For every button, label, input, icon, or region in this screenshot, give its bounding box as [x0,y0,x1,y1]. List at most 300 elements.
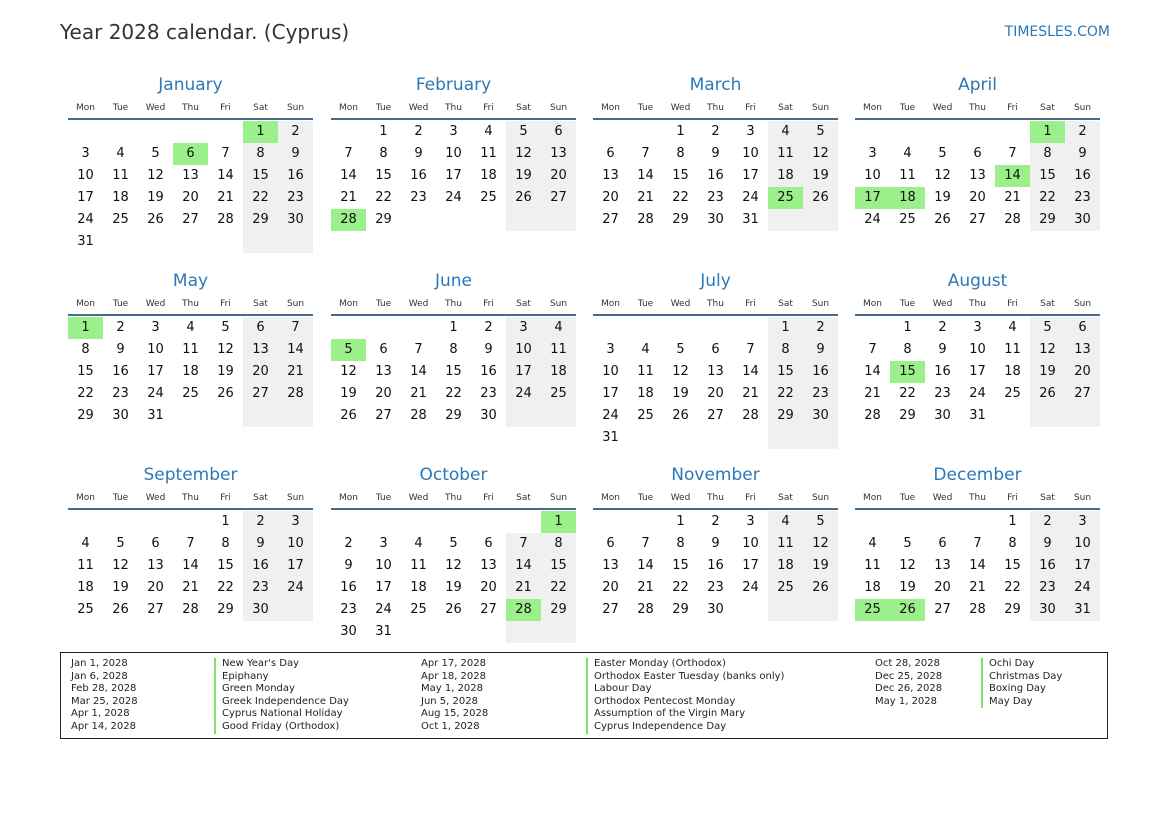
calendar-day[interactable]: 29 [375,212,392,227]
calendar-day[interactable]: 2 [1065,121,1100,143]
calendar-day[interactable]: 5 [506,121,541,143]
calendar-day[interactable]: 6 [484,536,493,551]
calendar-day[interactable]: 22 [541,577,576,599]
calendar-day[interactable]: 9 [938,342,947,357]
calendar-day[interactable]: 1 [379,124,388,139]
calendar-day[interactable]: 14 [340,168,357,183]
calendar-day[interactable]: 16 [243,555,278,577]
calendar-day[interactable]: 1 [221,514,230,529]
calendar-day[interactable]: 12 [445,558,462,573]
calendar-day[interactable]: 4 [768,121,803,143]
calendar-day[interactable]: 4 [903,146,912,161]
calendar-day[interactable]: 31 [375,624,392,639]
calendar-day[interactable]: 25 [112,212,129,227]
calendar-day[interactable]: 4 [81,536,90,551]
calendar-day[interactable]: 23 [480,386,497,401]
calendar-day[interactable]: 29 [768,405,803,427]
calendar-day[interactable]: 13 [602,168,619,183]
calendar-day[interactable]: 21 [637,580,654,595]
calendar-day[interactable]: 24 [864,212,881,227]
calendar-day[interactable]: 23 [934,386,951,401]
calendar-day[interactable]: 31 [147,408,164,423]
calendar-day[interactable]: 4 [541,317,576,339]
calendar-day[interactable]: 3 [746,514,755,529]
calendar-day[interactable]: 10 [742,536,759,551]
calendar-day[interactable]: 19 [803,165,838,187]
calendar-day[interactable]: 22 [672,190,689,205]
holiday-day[interactable]: 1 [541,511,576,533]
calendar-day[interactable]: 21 [410,386,427,401]
calendar-day[interactable]: 10 [445,146,462,161]
calendar-day[interactable]: 17 [742,558,759,573]
calendar-day[interactable]: 25 [480,190,497,205]
calendar-day[interactable]: 4 [768,511,803,533]
holiday-day[interactable]: 28 [331,209,366,231]
calendar-day[interactable]: 21 [637,190,654,205]
calendar-day[interactable]: 30 [278,209,313,231]
calendar-day[interactable]: 19 [899,580,916,595]
calendar-day[interactable]: 29 [541,599,576,621]
calendar-day[interactable]: 7 [506,533,541,555]
calendar-day[interactable]: 27 [969,212,986,227]
calendar-day[interactable]: 11 [864,558,881,573]
calendar-day[interactable]: 16 [340,580,357,595]
calendar-day[interactable]: 17 [77,190,94,205]
calendar-day[interactable]: 17 [278,555,313,577]
calendar-day[interactable]: 16 [1030,555,1065,577]
calendar-day[interactable]: 29 [77,408,94,423]
calendar-day[interactable]: 28 [1004,212,1021,227]
calendar-day[interactable]: 9 [484,342,493,357]
calendar-day[interactable]: 11 [899,168,916,183]
calendar-day[interactable]: 14 [217,168,234,183]
calendar-day[interactable]: 15 [1004,558,1021,573]
calendar-day[interactable]: 5 [1030,317,1065,339]
calendar-day[interactable]: 14 [742,364,759,379]
calendar-day[interactable]: 7 [641,536,650,551]
calendar-day[interactable]: 16 [278,165,313,187]
calendar-day[interactable]: 29 [672,212,689,227]
calendar-day[interactable]: 20 [375,386,392,401]
calendar-day[interactable]: 16 [934,364,951,379]
calendar-day[interactable]: 31 [602,430,619,445]
calendar-day[interactable]: 8 [81,342,90,357]
calendar-day[interactable]: 31 [742,212,759,227]
calendar-day[interactable]: 21 [217,190,234,205]
calendar-day[interactable]: 17 [1065,555,1100,577]
calendar-day[interactable]: 23 [340,602,357,617]
calendar-day[interactable]: 2 [711,514,720,529]
calendar-day[interactable]: 23 [278,187,313,209]
calendar-day[interactable]: 13 [480,558,497,573]
calendar-day[interactable]: 6 [541,121,576,143]
calendar-day[interactable]: 3 [606,342,615,357]
calendar-day[interactable]: 21 [506,577,541,599]
calendar-day[interactable]: 25 [77,602,94,617]
calendar-day[interactable]: 6 [938,536,947,551]
calendar-day[interactable]: 9 [1065,143,1100,165]
calendar-day[interactable]: 3 [1065,511,1100,533]
calendar-day[interactable]: 6 [151,536,160,551]
calendar-day[interactable]: 24 [375,602,392,617]
site-link[interactable]: TIMESLES.COM [1004,24,1110,40]
calendar-day[interactable]: 5 [116,536,125,551]
calendar-day[interactable]: 1 [903,320,912,335]
calendar-day[interactable]: 11 [637,364,654,379]
calendar-day[interactable]: 20 [934,580,951,595]
calendar-day[interactable]: 25 [182,386,199,401]
calendar-day[interactable]: 29 [672,602,689,617]
calendar-day[interactable]: 3 [868,146,877,161]
calendar-day[interactable]: 26 [506,187,541,209]
calendar-day[interactable]: 8 [676,536,685,551]
calendar-day[interactable]: 9 [116,342,125,357]
calendar-day[interactable]: 13 [969,168,986,183]
calendar-day[interactable]: 9 [1030,533,1065,555]
calendar-day[interactable]: 21 [340,190,357,205]
calendar-day[interactable]: 10 [77,168,94,183]
calendar-day[interactable]: 24 [1065,577,1100,599]
holiday-day[interactable]: 28 [506,599,541,621]
calendar-day[interactable]: 22 [768,383,803,405]
calendar-day[interactable]: 11 [768,533,803,555]
calendar-day[interactable]: 11 [541,339,576,361]
calendar-day[interactable]: 29 [1030,209,1065,231]
calendar-day[interactable]: 29 [899,408,916,423]
calendar-day[interactable]: 19 [112,580,129,595]
calendar-day[interactable]: 14 [637,558,654,573]
calendar-day[interactable]: 5 [151,146,160,161]
calendar-day[interactable]: 20 [182,190,199,205]
calendar-day[interactable]: 12 [506,143,541,165]
calendar-day[interactable]: 27 [602,602,619,617]
calendar-day[interactable]: 19 [1030,361,1065,383]
calendar-day[interactable]: 3 [449,124,458,139]
calendar-day[interactable]: 23 [707,580,724,595]
calendar-day[interactable]: 17 [445,168,462,183]
calendar-day[interactable]: 26 [217,386,234,401]
calendar-day[interactable]: 1 [449,320,458,335]
calendar-day[interactable]: 12 [217,342,234,357]
calendar-day[interactable]: 28 [278,383,313,405]
calendar-day[interactable]: 21 [182,580,199,595]
calendar-day[interactable]: 20 [602,190,619,205]
calendar-day[interactable]: 6 [606,536,615,551]
calendar-day[interactable]: 17 [375,580,392,595]
calendar-day[interactable]: 14 [410,364,427,379]
calendar-day[interactable]: 22 [217,580,234,595]
calendar-day[interactable]: 31 [1065,599,1100,621]
calendar-day[interactable]: 4 [186,320,195,335]
calendar-day[interactable]: 18 [768,555,803,577]
calendar-day[interactable]: 26 [672,408,689,423]
calendar-day[interactable]: 13 [375,364,392,379]
calendar-day[interactable]: 5 [803,511,838,533]
calendar-day[interactable]: 26 [934,212,951,227]
calendar-day[interactable]: 16 [803,361,838,383]
calendar-day[interactable]: 27 [480,602,497,617]
calendar-day[interactable]: 20 [1065,361,1100,383]
calendar-day[interactable]: 15 [768,361,803,383]
calendar-day[interactable]: 15 [445,364,462,379]
calendar-day[interactable]: 6 [243,317,278,339]
calendar-day[interactable]: 25 [637,408,654,423]
calendar-day[interactable]: 4 [414,536,423,551]
calendar-day[interactable]: 20 [147,580,164,595]
calendar-day[interactable]: 15 [217,558,234,573]
calendar-day[interactable]: 2 [344,536,353,551]
calendar-day[interactable]: 10 [506,339,541,361]
calendar-day[interactable]: 12 [340,364,357,379]
calendar-day[interactable]: 6 [606,146,615,161]
calendar-day[interactable]: 24 [147,386,164,401]
calendar-day[interactable]: 3 [81,146,90,161]
calendar-day[interactable]: 24 [77,212,94,227]
calendar-day[interactable]: 28 [969,602,986,617]
calendar-day[interactable]: 13 [147,558,164,573]
calendar-day[interactable]: 22 [243,187,278,209]
calendar-day[interactable]: 30 [1030,599,1065,621]
calendar-day[interactable]: 30 [707,602,724,617]
calendar-day[interactable]: 5 [449,536,458,551]
calendar-day[interactable]: 8 [676,146,685,161]
calendar-day[interactable]: 20 [541,165,576,187]
calendar-day[interactable]: 27 [147,602,164,617]
calendar-day[interactable]: 16 [112,364,129,379]
calendar-day[interactable]: 19 [506,165,541,187]
calendar-day[interactable]: 19 [672,386,689,401]
calendar-day[interactable]: 7 [746,342,755,357]
calendar-day[interactable]: 7 [973,536,982,551]
calendar-day[interactable]: 4 [116,146,125,161]
holiday-day[interactable]: 18 [890,187,925,209]
calendar-day[interactable]: 16 [480,364,497,379]
calendar-day[interactable]: 29 [243,209,278,231]
calendar-day[interactable]: 13 [182,168,199,183]
calendar-day[interactable]: 10 [1065,533,1100,555]
calendar-day[interactable]: 12 [803,533,838,555]
calendar-day[interactable]: 2 [938,320,947,335]
calendar-day[interactable]: 30 [803,405,838,427]
calendar-day[interactable]: 18 [768,165,803,187]
calendar-day[interactable]: 24 [602,408,619,423]
calendar-day[interactable]: 18 [864,580,881,595]
calendar-day[interactable]: 7 [641,146,650,161]
calendar-day[interactable]: 28 [742,408,759,423]
calendar-day[interactable]: 17 [742,168,759,183]
holiday-day[interactable]: 25 [768,187,803,209]
calendar-day[interactable]: 15 [77,364,94,379]
calendar-day[interactable]: 18 [1004,364,1021,379]
calendar-day[interactable]: 8 [768,339,803,361]
calendar-day[interactable]: 17 [147,364,164,379]
calendar-day[interactable]: 14 [182,558,199,573]
calendar-day[interactable]: 11 [1004,342,1021,357]
calendar-day[interactable]: 29 [1004,602,1021,617]
calendar-day[interactable]: 30 [934,408,951,423]
calendar-day[interactable]: 15 [243,165,278,187]
calendar-day[interactable]: 3 [379,536,388,551]
calendar-day[interactable]: 14 [969,558,986,573]
calendar-day[interactable]: 4 [868,536,877,551]
calendar-day[interactable]: 11 [112,168,129,183]
calendar-day[interactable]: 11 [480,146,497,161]
calendar-day[interactable]: 12 [112,558,129,573]
holiday-day[interactable]: 14 [995,165,1030,187]
calendar-day[interactable]: 23 [707,190,724,205]
calendar-day[interactable]: 10 [864,168,881,183]
calendar-day[interactable]: 19 [217,364,234,379]
calendar-day[interactable]: 8 [1008,536,1017,551]
calendar-day[interactable]: 24 [742,580,759,595]
calendar-day[interactable]: 19 [147,190,164,205]
calendar-day[interactable]: 10 [969,342,986,357]
calendar-day[interactable]: 8 [243,143,278,165]
calendar-day[interactable]: 3 [278,511,313,533]
calendar-day[interactable]: 19 [803,555,838,577]
calendar-day[interactable]: 20 [602,580,619,595]
calendar-day[interactable]: 4 [1008,320,1017,335]
calendar-day[interactable]: 10 [602,364,619,379]
calendar-day[interactable]: 22 [672,580,689,595]
calendar-day[interactable]: 8 [541,533,576,555]
calendar-day[interactable]: 12 [899,558,916,573]
calendar-day[interactable]: 8 [903,342,912,357]
calendar-day[interactable]: 18 [182,364,199,379]
calendar-day[interactable]: 16 [410,168,427,183]
calendar-day[interactable]: 15 [672,558,689,573]
calendar-day[interactable]: 17 [506,361,541,383]
calendar-day[interactable]: 1 [1008,514,1017,529]
holiday-day[interactable]: 1 [1030,121,1065,143]
calendar-day[interactable]: 27 [707,408,724,423]
calendar-day[interactable]: 2 [116,320,125,335]
calendar-day[interactable]: 25 [899,212,916,227]
calendar-day[interactable]: 18 [112,190,129,205]
calendar-day[interactable]: 22 [445,386,462,401]
calendar-day[interactable]: 12 [672,364,689,379]
calendar-day[interactable]: 5 [938,146,947,161]
calendar-day[interactable]: 2 [711,124,720,139]
calendar-day[interactable]: 22 [1030,187,1065,209]
calendar-day[interactable]: 25 [410,602,427,617]
calendar-day[interactable]: 28 [637,602,654,617]
calendar-day[interactable]: 30 [1065,209,1100,231]
calendar-day[interactable]: 26 [803,577,838,599]
calendar-day[interactable]: 30 [480,408,497,423]
calendar-day[interactable]: 22 [375,190,392,205]
calendar-day[interactable]: 7 [221,146,230,161]
calendar-day[interactable]: 30 [707,212,724,227]
calendar-day[interactable]: 3 [151,320,160,335]
calendar-day[interactable]: 23 [112,386,129,401]
calendar-day[interactable]: 26 [147,212,164,227]
calendar-day[interactable]: 4 [641,342,650,357]
calendar-day[interactable]: 3 [746,124,755,139]
calendar-day[interactable]: 21 [864,386,881,401]
calendar-day[interactable]: 23 [1030,577,1065,599]
calendar-day[interactable]: 28 [864,408,881,423]
calendar-day[interactable]: 4 [484,124,493,139]
calendar-day[interactable]: 13 [602,558,619,573]
calendar-day[interactable]: 13 [934,558,951,573]
calendar-day[interactable]: 12 [1030,339,1065,361]
calendar-day[interactable]: 18 [410,580,427,595]
calendar-day[interactable]: 2 [803,317,838,339]
calendar-day[interactable]: 18 [480,168,497,183]
calendar-day[interactable]: 13 [243,339,278,361]
calendar-day[interactable]: 22 [1004,580,1021,595]
calendar-day[interactable]: 14 [278,339,313,361]
calendar-day[interactable]: 27 [1065,383,1100,405]
calendar-day[interactable]: 11 [77,558,94,573]
calendar-day[interactable]: 8 [221,536,230,551]
calendar-day[interactable]: 11 [182,342,199,357]
calendar-day[interactable]: 9 [803,339,838,361]
calendar-day[interactable]: 21 [742,386,759,401]
calendar-day[interactable]: 26 [803,187,838,209]
calendar-day[interactable]: 7 [868,342,877,357]
calendar-day[interactable]: 7 [414,342,423,357]
calendar-day[interactable]: 27 [375,408,392,423]
calendar-day[interactable]: 1 [676,124,685,139]
holiday-day[interactable]: 26 [890,599,925,621]
calendar-day[interactable]: 26 [112,602,129,617]
calendar-day[interactable]: 9 [344,558,353,573]
calendar-day[interactable]: 25 [768,577,803,599]
calendar-day[interactable]: 27 [934,602,951,617]
calendar-day[interactable]: 23 [1065,187,1100,209]
calendar-day[interactable]: 23 [243,577,278,599]
calendar-day[interactable]: 29 [217,602,234,617]
calendar-day[interactable]: 19 [340,386,357,401]
calendar-day[interactable]: 7 [186,536,195,551]
calendar-day[interactable]: 20 [707,386,724,401]
calendar-day[interactable]: 20 [243,361,278,383]
calendar-day[interactable]: 15 [375,168,392,183]
calendar-day[interactable]: 6 [973,146,982,161]
calendar-day[interactable]: 26 [1030,383,1065,405]
calendar-day[interactable]: 24 [506,383,541,405]
calendar-day[interactable]: 20 [480,580,497,595]
calendar-day[interactable]: 5 [803,121,838,143]
calendar-day[interactable]: 10 [375,558,392,573]
calendar-day[interactable]: 15 [1030,165,1065,187]
calendar-day[interactable]: 18 [541,361,576,383]
calendar-day[interactable]: 27 [243,383,278,405]
calendar-day[interactable]: 16 [707,168,724,183]
calendar-day[interactable]: 5 [903,536,912,551]
calendar-day[interactable]: 16 [707,558,724,573]
calendar-day[interactable]: 9 [711,146,720,161]
calendar-day[interactable]: 31 [77,234,94,249]
holiday-day[interactable]: 15 [890,361,925,383]
calendar-day[interactable]: 3 [506,317,541,339]
calendar-day[interactable]: 15 [541,555,576,577]
calendar-day[interactable]: 21 [1004,190,1021,205]
holiday-day[interactable]: 25 [855,599,890,621]
calendar-day[interactable]: 27 [541,187,576,209]
calendar-day[interactable]: 24 [278,577,313,599]
calendar-day[interactable]: 12 [147,168,164,183]
calendar-day[interactable]: 9 [711,536,720,551]
calendar-day[interactable]: 26 [445,602,462,617]
calendar-day[interactable]: 11 [410,558,427,573]
calendar-day[interactable]: 21 [278,361,313,383]
holiday-day[interactable]: 5 [331,339,366,361]
calendar-day[interactable]: 12 [803,143,838,165]
calendar-day[interactable]: 28 [182,602,199,617]
